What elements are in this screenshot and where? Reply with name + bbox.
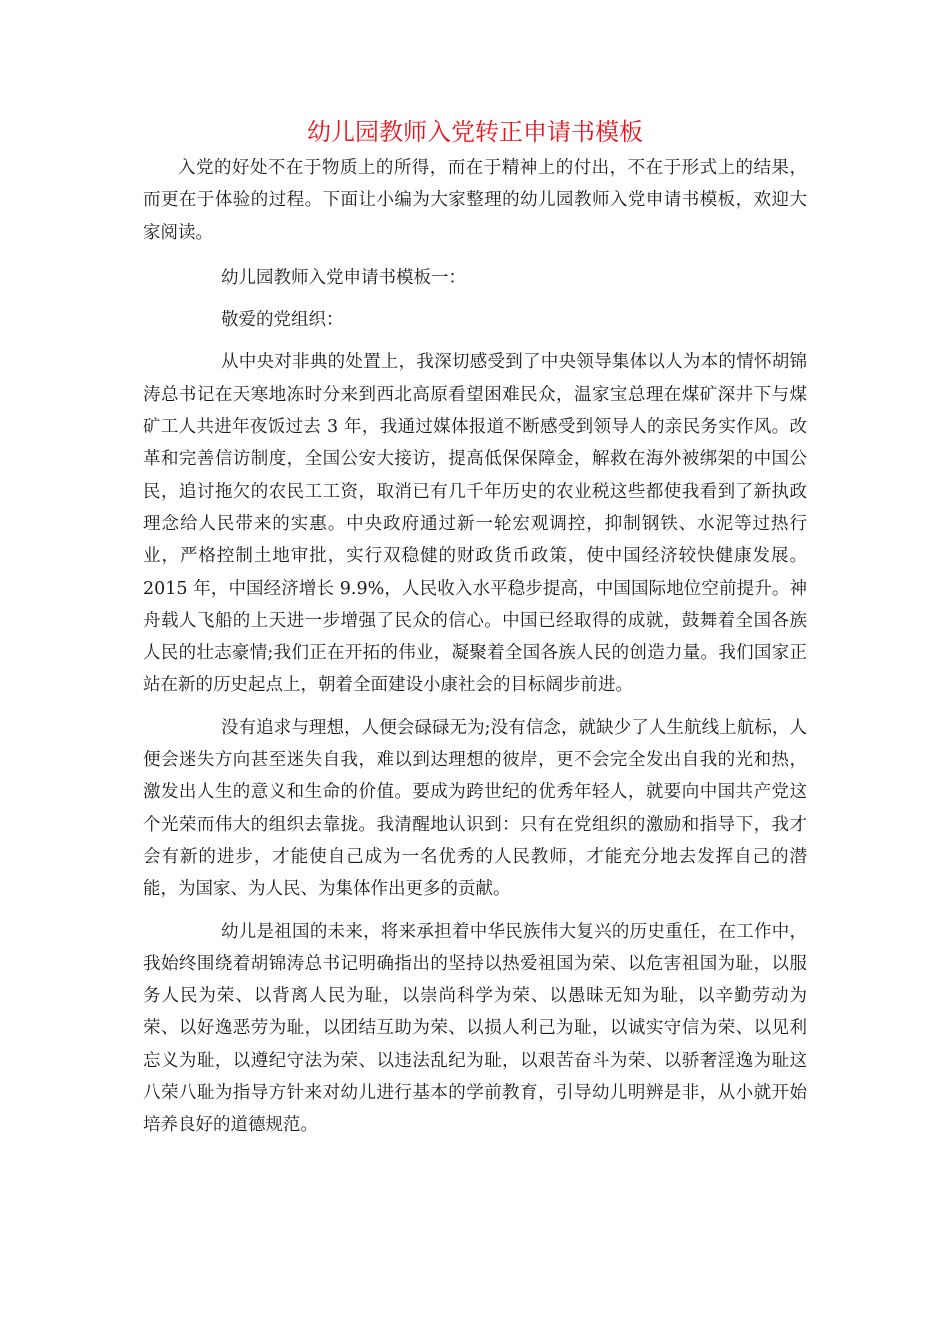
subheading: 幼儿园教师入党申请书模板一： — [221, 267, 466, 288]
salutation: 敬爱的党组织： — [221, 310, 344, 331]
document-title: 幼儿园教师入党转正申请书模板 — [307, 118, 643, 146]
document-body — [143, 152, 807, 1142]
intro-paragraph: 入党的好处不在于物质上的所得，而在于精神上的付出，不在于形式上的结果，而更在于体验的过程。下面让小编为大家整理的幼儿园教师入党申请书模板，欢迎大家阅读。 — [143, 158, 807, 243]
body-paragraph-3: 幼儿是祖国的未来，将来承担着中华民族伟大复兴的历史重任，在工作中，我始终围绕着胡锦涛总书记明确指出的坚持以热爱祖国为荣、以危害祖国为耻，以服务人民为荣、以背离人民为耻，以崇尚科学为荣、以愚昧无知为耻，以辛勤劳动为荣、以好逸恶劳为耻，以团结互助为荣、以损人利己为耻，以诚实守信为荣、以见利忘义为耻，以遵纪守法为荣、以违法乱纪为耻，以艰苦奋斗为荣、以骄奢淫逸为耻这八荣八耻为指导方针来对幼儿进行基本的学前教育，引导幼儿明辨是非，从小就开始培养良好的道德规范。 — [143, 921, 807, 1136]
body-paragraph-2: 没有追求与理想，人便会碌碌无为;没有信念，就缺少了人生航线上航标，人便会迷失方向甚至迷失自我，难以到达理想的彼岸，更不会完全发出自我的光和热，激发出人生的意义和生命的价值。要成为跨世纪的优秀年轻人，就要向中国共产党这个光荣而伟大的组织去靠拢。我清醒地认识到：只有在党组织的激励和指导下，我才会有新的进步，才能使自己成为一名优秀的人民教师，才能充分地去发挥自己的潜能，为国家、为人民、为集体作出更多的贡献。 — [143, 717, 807, 900]
body-paragraph-1: 从中央对非典的处置上，我深切感受到了中央领导集体以人为本的情怀胡锦涛总书记在天寒地冻时分来到西北高原看望困难民众，温家宝总理在煤矿深井下与煤矿工人共进年夜饭过去 3 年，我通过媒体报道不断感受到领导人的亲民务实作风。改革和完善信访制度，全国公安大接访，提高低保保障金，解救在海外被绑架的中国公民，追讨拖欠的农民工工资，取消已有几千年历史的农业税这些都使我看到了新执政理念给人民带来的实惠。中央政府通过新一轮宏观调控，抑制钢铁、水泥等过热行业，严格控制土地审批，实行双稳健的财政货币政策，使中国经济较快健康发展。2015 年，中国经济增长 9.9%，人民收入水平稳步提高，中国国际地位空前提升。神舟载人飞船的上天进一步增强了民众的信心。中国已经取得的成就，鼓舞着全国各族人民的壮志豪情;我们正在开拓的伟业，凝聚着全国各族人民的创造力量。我们国家正站在新的历史起点上，朝着全面建设小康社会的目标阔步前进。 — [143, 352, 807, 696]
